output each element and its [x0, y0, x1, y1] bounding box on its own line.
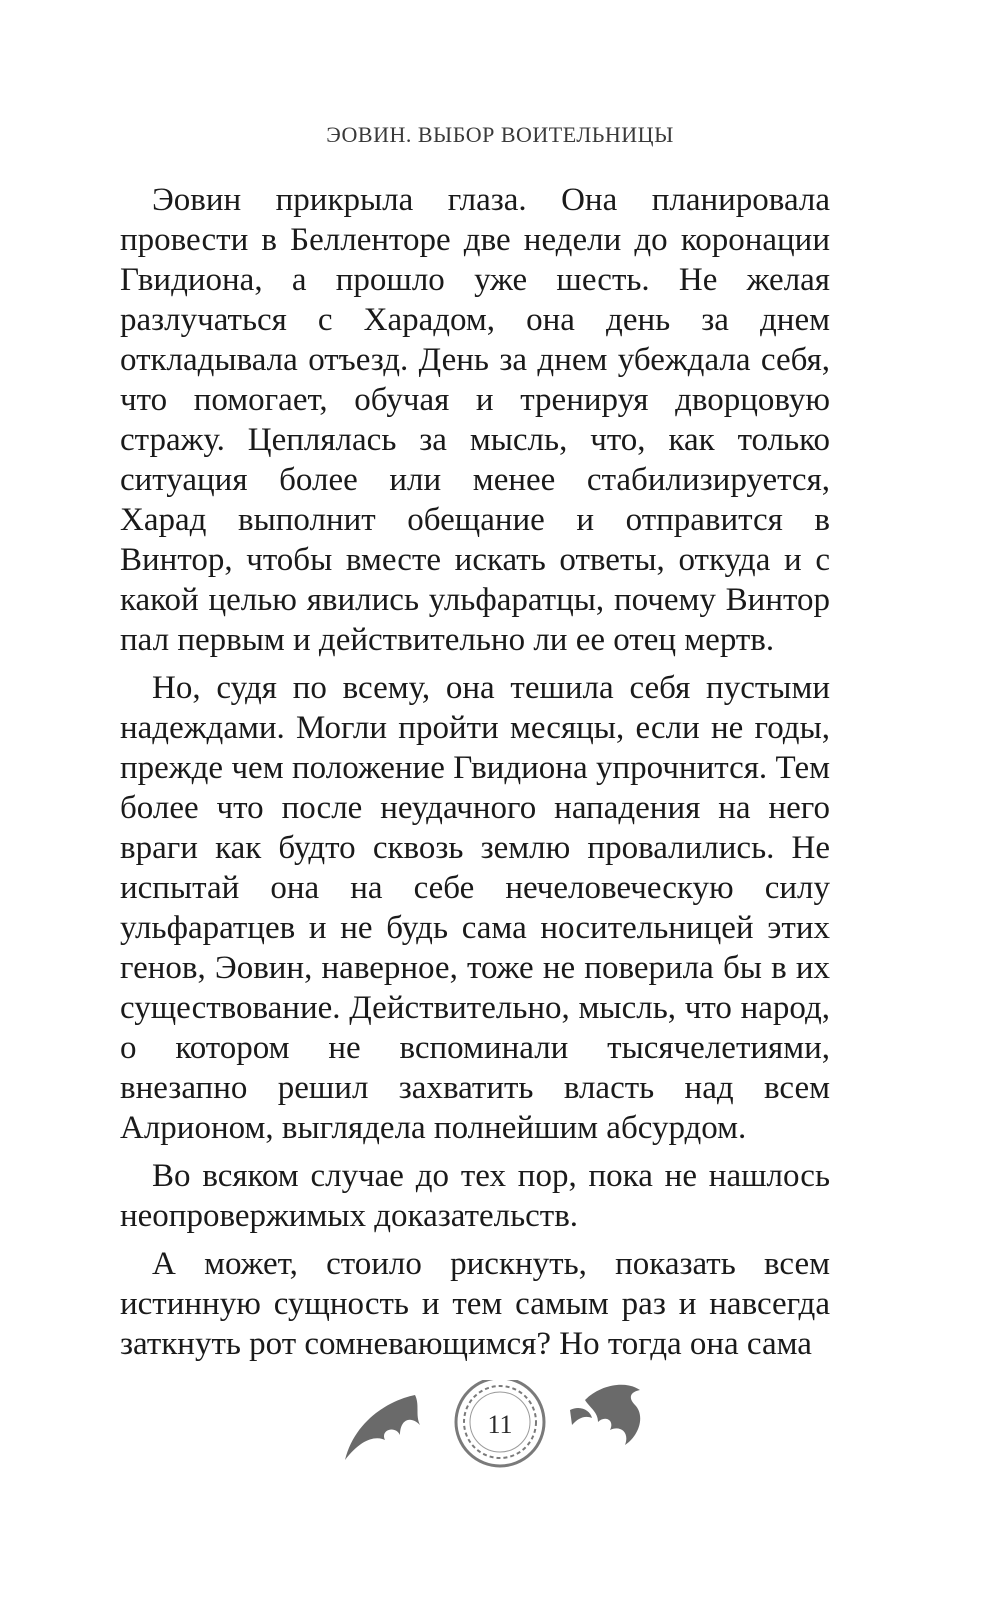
page-number: 11: [487, 1410, 513, 1439]
running-header: ЭОВИН. ВЫБОР ВОИТЕЛЬНИЦЫ: [326, 122, 674, 147]
paragraph: Эовин прикрыла глаза. Она планировала провести в Белленторе две недели до коронации Гвидиона, а прошло уже шесть. Не желая разлучаться с Харадом, она день за днем откладывала отъезд. День за днем убеждала себя, что помогает, обучая и тренируя дворцовую стражу. Цеплялась за мысль, что, как только ситуация более или менее стабилизируется, Харад выполнит обещание и отправится в Винтор, чтобы вместе искать ответы, откуда и с какой целью явились ульфаратцы, почему Винтор пал первым и действительно ли ее отец мертв.: [120, 182, 830, 658]
page-footer: [0, 1380, 1000, 1480]
paragraph: Но, судя по всему, она тешила себя пустыми надеждами. Могли пройти месяцы, если не годы, прежде чем положение Гвидиона упрочнится. Тем более что после неудачного нападения на него враги как будто сквозь землю провалились. Не испытай она на себе нечеловеческую силу ульфаратцев и не будь сама носительницей этих генов, Эовин, наверное, тоже не поверила бы в их существование. Действительно, мысль, что народ, о котором не вспоминали тысячелетиями, внезапно решил захватить власть над всем Алрионом, выглядела полнейшим абсурдом.: [120, 670, 830, 1146]
paragraph: А может, стоило рискнуть, показать всем истинную сущность и тем самым раз и навсегда заткнуть рот сомневающимся? Но тогда она сама: [120, 1246, 830, 1362]
paragraph: Во всяком случае до тех пор, пока не нашлось неопровержимых доказательств.: [120, 1158, 830, 1234]
right-raven-icon: [570, 1385, 640, 1445]
body-text: [120, 180, 830, 1372]
left-raven-icon: [345, 1395, 420, 1460]
